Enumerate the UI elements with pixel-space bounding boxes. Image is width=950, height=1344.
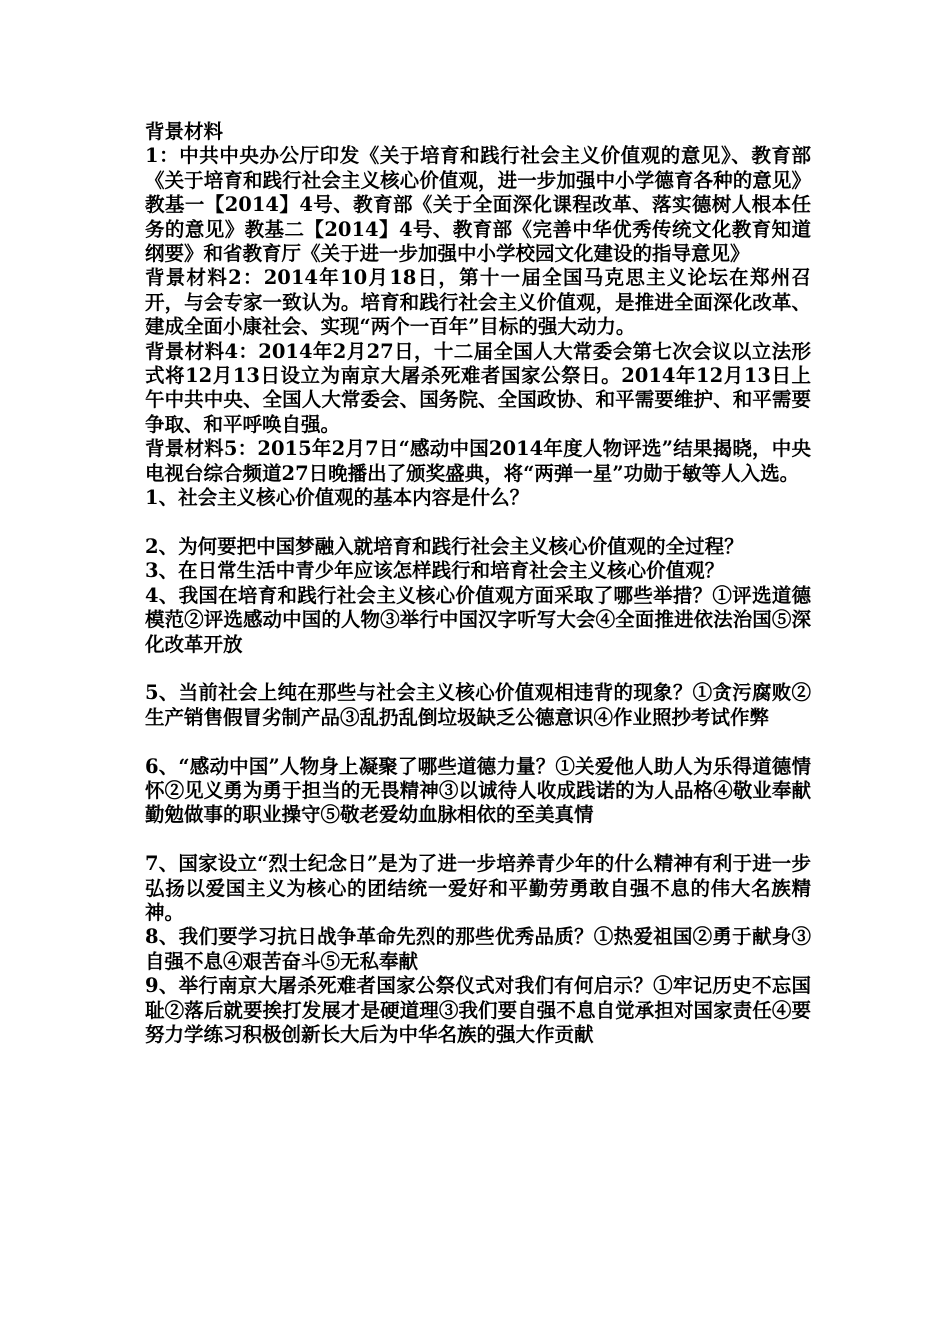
question-6: 6、“感动中国”人物身上凝聚了哪些道德力量？①关爱他人助人为乐得道德情怀②见义勇为勇于担当的无畏精神③以诚待人收成践诺的为人品格④敬业奉献勤勉做事的职业操守⑤敬老爱幼血脉相依的至美真情: [145, 754, 811, 827]
question-3: 3、在日常生活中青少年应该怎样践行和培育社会主义核心价值观？: [145, 559, 725, 583]
question-5: 5、当前社会上纯在那些与社会主义核心价值观相违背的现象？①贪污腐败②生产销售假冒劣制产品③乱扔乱倒垃圾缺乏公德意识④作业照抄考试作弊: [145, 681, 811, 729]
question-9: 9、举行南京大屠杀死难者国家公祭仪式对我们有何启示？①牢记历史不忘国耻②落后就要挨打发展才是硬道理③我们要自强不息自觉承担对国家责任④要努力学练习积极创新长大后为中华名族的强大作贡献: [145, 974, 811, 1046]
heading-background-material: 背景材料: [145, 120, 224, 143]
blank-line: [145, 730, 811, 754]
blank-line: [145, 657, 811, 681]
background-material-5: 背景材料5：2015年2月7日“感动中国2014年度人物评选”结果揭晓，中央电视台综合频道27日晚播出了颁奖盛典，将“两弹一星”功勋于敏等人入选。: [145, 437, 811, 485]
background-material-4: 背景材料4：2014年2月27日，十二届全国人大常委会第七次会议以立法形式将12月13日设立为南京大屠杀死难者国家公祭日。2014年12月13日上午中共中央、全国人大常委会、国务院、全国政协、和平需要维护、和平需要争取、和平呼唤自强。: [145, 339, 811, 436]
question-8: 8、我们要学习抗日战争革命先烈的那些优秀品质？①热爱祖国②勇于献身③自强不息④艰苦奋斗⑤无私奉献: [145, 925, 811, 973]
question-1: 1、社会主义核心价值观的基本内容是什么？: [145, 486, 530, 510]
background-material-2: 背景材料2：2014年10月18日，第十一届全国马克思主义论坛在郑州召开，与会专家一致认为。培育和践行社会主义价值观，是推进全面深化改革、建成全面小康社会、实现“两个一百年”目标的强大动力。: [145, 266, 811, 339]
background-material-1: 1：中共中央办公厅印发《关于培育和践行社会主义价值观的意见》、教育部《关于培育和践行社会主义核心价值观，进一步加强中小学德育各种的意见》教基一【2014】4号、教育部《关于全面深化课程改革、落实德树人根本任务的意见》教基二【2014】4号、教育部《完善中华优秀传统文化教育知道纲要》和省教育厅《关于进一步加强中小学校园文化建设的指导意见》: [145, 144, 811, 266]
document-body: [145, 120, 811, 1047]
blank-line: [145, 511, 811, 535]
question-7: 7、国家设立“烈士纪念日”是为了进一步培养青少年的什么精神有利于进一步弘扬以爱国主义为核心的团结统一爱好和平勤劳勇敢自强不息的伟大名族精神。: [145, 852, 811, 924]
blank-line: [145, 828, 811, 852]
question-2: 2、为何要把中国梦融入就培育和践行社会主义核心价值观的全过程？: [145, 534, 744, 558]
question-4: 4、我国在培育和践行社会主义核心价值观方面采取了哪些举措？①评选道德模范②评选感动中国的人物③举行中国汉字听写大会④全面推进依法治国⑤深化改革开放: [145, 583, 811, 656]
